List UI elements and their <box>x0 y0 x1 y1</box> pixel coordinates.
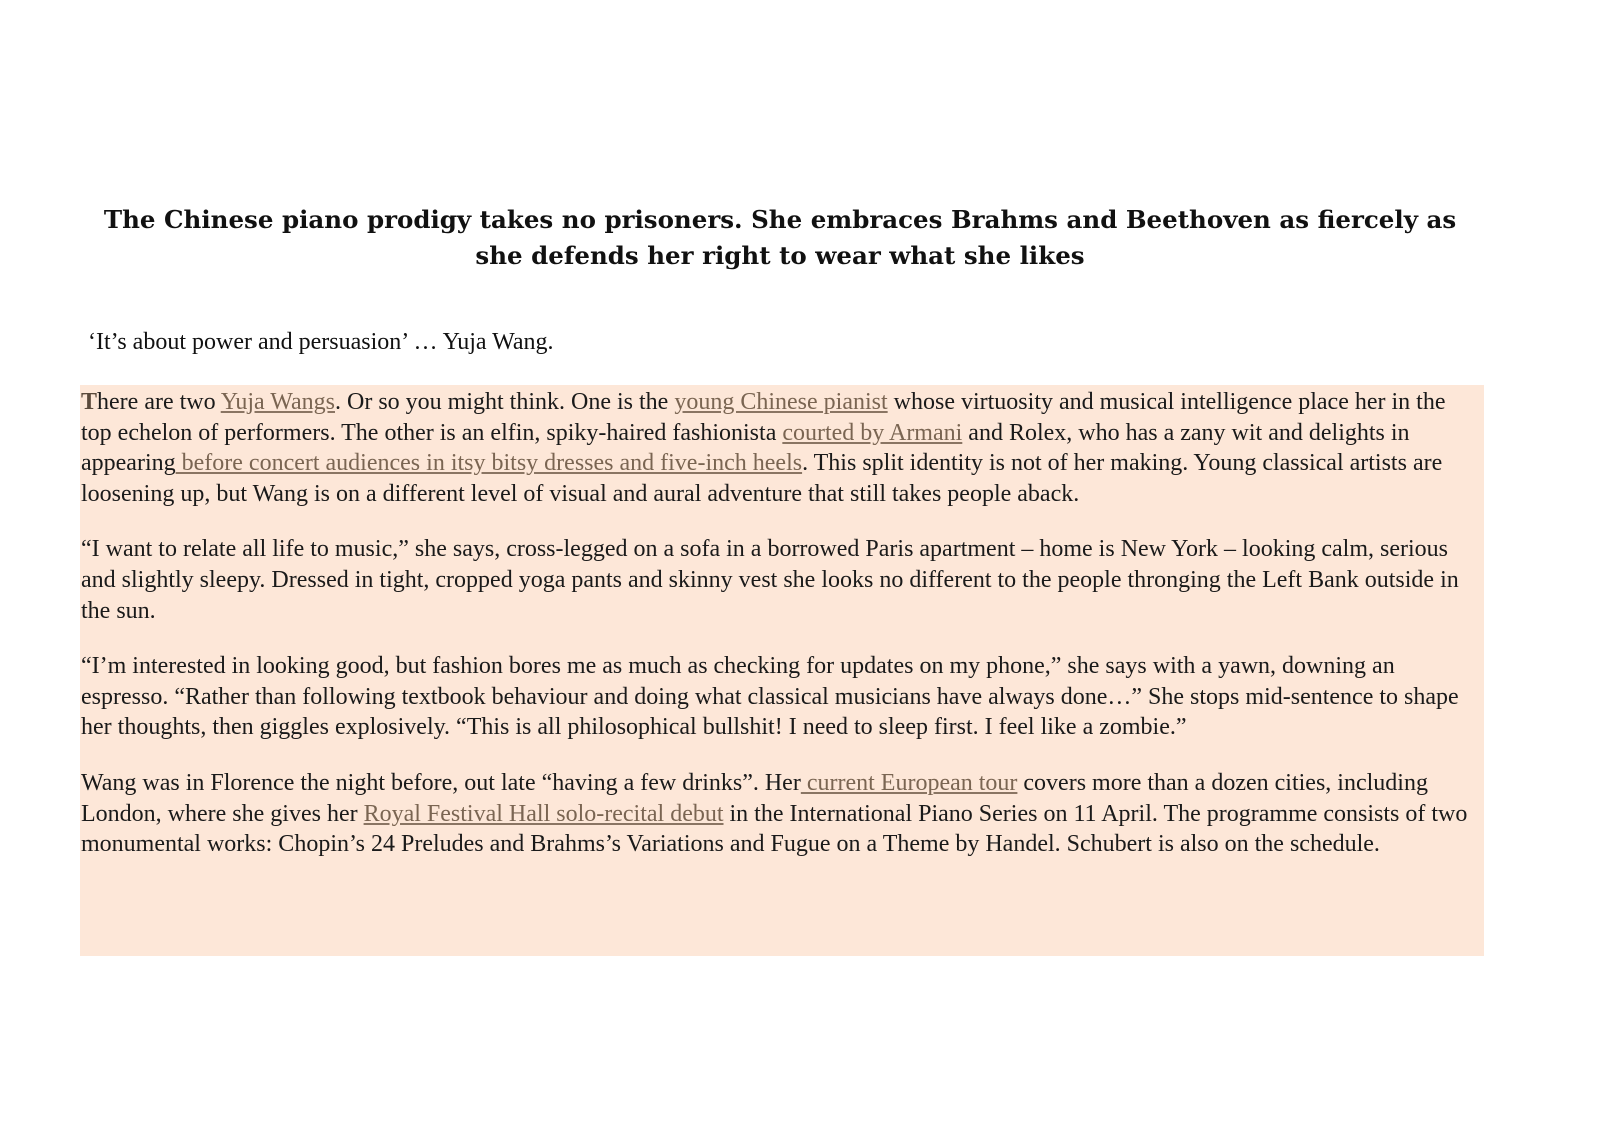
paragraph-2: “I want to relate all life to music,” she says, cross-legged on a sofa in a borrowed Paris apartment – home is New York – looking calm, serious and slightly sleepy. Dressed in tight, cropped yoga pants and skinny vest she looks no different to the people thronging the Left Bank outside in the sun. <box>81 536 1459 624</box>
link-royal-festival-hall-debut[interactable]: Royal Festival Hall solo-recital debut <box>363 800 724 827</box>
paragraph-text: here are two <box>97 389 221 415</box>
link-young-chinese-pianist[interactable]: young Chinese pianist <box>674 389 888 415</box>
paragraph-text: Wang was in Florence the night before, out late “having a few drinks”. Her <box>81 769 801 796</box>
paragraph-text: covers more than a dozen cities, including London, where she gives her <box>81 769 1428 827</box>
article-standfirst: The Chinese piano prodigy takes no prisoners. She embraces Brahms and Beethoven as fiercely as she defends her right to wear what she likes <box>103 205 1457 270</box>
paragraph-3: “I’m interested in looking good, but fashion bores me as much as checking for updates on my phone,” she says with a yawn, downing an espresso. “Rather than following textbook behaviour and doing what classical musicians have always done…” She stops mid-sentence to shape her thoughts, then giggles explosively. “This is all philosophical bullshit! I need to sleep first. I feel like a zombie.” <box>81 653 1459 741</box>
paragraph-text: and Rolex, who has a zany wit and delights in appearing <box>81 419 1410 477</box>
link-courted-by-armani[interactable]: courted by Armani <box>782 419 963 446</box>
image-caption: ‘It’s about power and persuasion’ … Yuja Wang. <box>88 329 554 355</box>
drop-cap: T <box>81 389 98 415</box>
paragraph-text: . Or so you might think. One is the <box>335 389 675 415</box>
paragraph-text: . This split identity is not of her making. Young classical artists are loosening up, but Wang is on a different level of visual and aural adventure that still takes people aback. <box>81 450 1443 507</box>
link-yuja-wangs[interactable]: Yuja Wangs <box>220 389 335 415</box>
paragraph-4 <box>81 768 1480 860</box>
paragraph-text: in the International Piano Series on 11 April. The programme consists of two monumental works: Chopin’s 24 Preludes and Brahms’s Variations and Fugue on a Theme by Handel. Schubert is also on the schedule. <box>81 800 1468 858</box>
article-body-highlight <box>80 385 1484 956</box>
link-concert-audiences[interactable]: before concert audiences in itsy bitsy dresses and five-inch heels <box>175 450 803 477</box>
paragraph-1 <box>81 387 1480 509</box>
link-current-european-tour[interactable]: current European tour <box>800 769 1018 796</box>
paragraph-text: whose virtuosity and musical intelligence place her in the top echelon of performers. The other is an elfin, spiky-haired fashionista <box>81 389 1446 446</box>
